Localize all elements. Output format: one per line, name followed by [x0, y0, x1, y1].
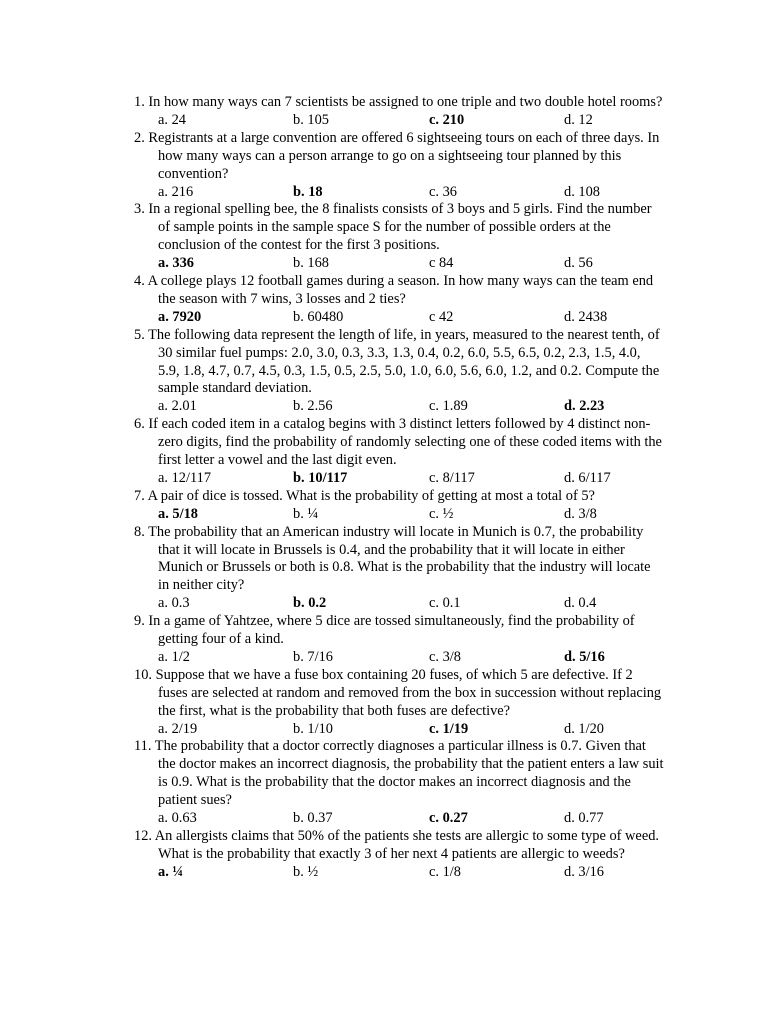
- option-c: c. 8/117: [429, 469, 475, 486]
- option-b: b. ¼: [293, 505, 319, 522]
- question-list: [134, 94, 664, 882]
- answer-options: [134, 721, 664, 739]
- question-text: 10. Suppose that we have a fuse box containing 20 fuses, of which 5 are defective. If 2 fuses are selected at random and removed from the box in succession without replacing the first, what is the probability that both fuses are defective?: [134, 666, 662, 719]
- question-2: [134, 130, 664, 202]
- option-d: d. 3/8: [564, 505, 597, 522]
- option-b-correct: b. 10/117: [293, 469, 348, 486]
- option-d: d. 1/20: [564, 720, 604, 737]
- option-b-correct: b. 0.2: [293, 595, 327, 612]
- option-d: d. 0.4: [564, 595, 597, 612]
- option-a-correct: a. ¼: [158, 863, 184, 880]
- option-a-correct: a. 5/18: [158, 505, 198, 522]
- option-c-correct: c. 1/19: [429, 720, 469, 737]
- question-text: 4. A college plays 12 football games during a season. In how many ways can the team end the season with 7 wins, 3 losses and 2 ties?: [134, 273, 654, 307]
- question-text: 11. The probability that a doctor correctly diagnoses a particular illness is 0.7. Given that the doctor makes an incorrect diagnosis, the probability that the patient enters a law suit is 0.9. What is the probability that the doctor makes an incorrect diagnosis and the patient sues?: [134, 738, 664, 809]
- answer-options: [134, 649, 664, 667]
- question-4: [134, 273, 664, 327]
- question-11: [134, 738, 664, 828]
- option-d: d. 2438: [564, 308, 608, 325]
- option-a: a. 1/2: [158, 648, 190, 665]
- option-c: c 42: [429, 308, 454, 325]
- question-text: 1. In how many ways can 7 scientists be assigned to one triple and two double hotel rooms?: [134, 94, 663, 110]
- option-d-correct: d. 5/16: [564, 648, 605, 665]
- question-text: 9. In a game of Yahtzee, where 5 dice are tossed simultaneously, find the probability of getting four of a kind.: [134, 613, 635, 648]
- question-text: 8. The probability that an American industry will locate in Munich is 0.7, the probability that it will locate in Brussels is 0.4, and the probability that it will locate in either Munich or Brussels or both is 0.8. What is the probability that the industry will locate in neither city?: [134, 523, 651, 594]
- question-text: 12. An allergists claims that 50% of the patients she tests are allergic to some type of weed. What is the probability that exactly 3 of her next 4 patients are allergic to weeds?: [134, 827, 659, 862]
- option-c: c. 3/8: [429, 648, 461, 665]
- option-b: b. 168: [293, 255, 329, 272]
- option-c: c. 1/8: [429, 863, 461, 880]
- question-3: [134, 201, 664, 273]
- question-7: [134, 488, 664, 524]
- answer-options: [134, 506, 664, 524]
- option-d: d. 56: [564, 255, 593, 272]
- option-b: b. ½: [293, 863, 319, 880]
- question-10: [134, 667, 664, 739]
- option-a: a. 0.3: [158, 595, 190, 612]
- answer-options: [134, 810, 664, 828]
- option-a: a. 12/117: [158, 469, 212, 486]
- question-9: [134, 613, 664, 667]
- option-b: b. 2.56: [293, 398, 333, 415]
- answer-options: [134, 184, 664, 202]
- option-a: a. 2/19: [158, 720, 198, 737]
- option-d: d. 6/117: [564, 469, 611, 486]
- answer-options: [134, 864, 664, 882]
- option-c: c. 0.1: [429, 595, 461, 612]
- option-b: b. 0.37: [293, 810, 333, 827]
- option-b: b. 60480: [293, 308, 344, 325]
- question-8: [134, 524, 664, 614]
- option-c: c. ½: [429, 505, 454, 522]
- question-text: 5. The following data represent the length of life, in years, measured to the nearest tenth, of 30 similar fuel pumps: 2.0, 3.0, 0.3, 3.3, 1.3, 0.4, 0.2, 6.0, 5.5, 6.5, 0.2, 2.3, 1.5, 4.0, 5.9, 1.8, 4.7, 0.7, 4.5, 0.3, 1.5, 0.5, 2.5, 5.0, 1.0, 6.0, 5.6, 6.0, 1.2, and 0.2. Compute the sample standard deviation.: [134, 326, 660, 397]
- option-b: b. 105: [293, 111, 329, 128]
- option-a: a. 216: [158, 183, 194, 200]
- answer-options: [134, 470, 664, 488]
- answer-options: [134, 398, 664, 416]
- option-d: d. 108: [564, 183, 600, 200]
- question-text: 6. If each coded item in a catalog begins with 3 distinct letters followed by 4 distinct non-zero digits, find the probability of randomly selecting one of these coded items with the first letter a vowel and the last digit even.: [134, 416, 662, 469]
- option-c-correct: c. 0.27: [429, 810, 468, 827]
- option-d: d. 0.77: [564, 810, 604, 827]
- answer-options: [134, 255, 664, 273]
- option-a: a. 2.01: [158, 398, 197, 415]
- option-d-correct: d. 2.23: [564, 398, 605, 415]
- answer-options: [134, 309, 664, 327]
- option-a: a. 24: [158, 111, 186, 128]
- question-text: 3. In a regional spelling bee, the 8 finalists consists of 3 boys and 5 girls. Find the number of sample points in the sample space S for the number of possible orders at the conclusion of the contest for the first 3 positions.: [134, 201, 652, 254]
- question-1: [134, 94, 664, 130]
- option-c: c 84: [429, 255, 454, 272]
- answer-options: [134, 595, 664, 613]
- answer-options: [134, 112, 664, 130]
- option-a: a. 0.63: [158, 810, 197, 827]
- option-c: c. 1.89: [429, 398, 468, 415]
- option-b: b. 7/16: [293, 648, 333, 665]
- question-5: [134, 327, 664, 417]
- option-b: b. 1/10: [293, 720, 333, 737]
- option-d: d. 12: [564, 111, 593, 128]
- option-a-correct: a. 336: [158, 255, 194, 272]
- option-c-correct: c. 210: [429, 111, 465, 128]
- option-a-correct: a. 7920: [158, 308, 202, 325]
- option-b-correct: b. 18: [293, 183, 323, 200]
- question-12: [134, 828, 664, 882]
- question-text: 7. A pair of dice is tossed. What is the probability of getting at most a total of 5?: [134, 487, 595, 504]
- option-d: d. 3/16: [564, 863, 604, 880]
- question-6: [134, 416, 664, 488]
- question-text: 2. Registrants at a large convention are offered 6 sightseeing tours on each of three days. In how many ways can a person arrange to go on a sightseeing tour planned by this convention?: [134, 129, 660, 182]
- option-c: c. 36: [429, 183, 457, 200]
